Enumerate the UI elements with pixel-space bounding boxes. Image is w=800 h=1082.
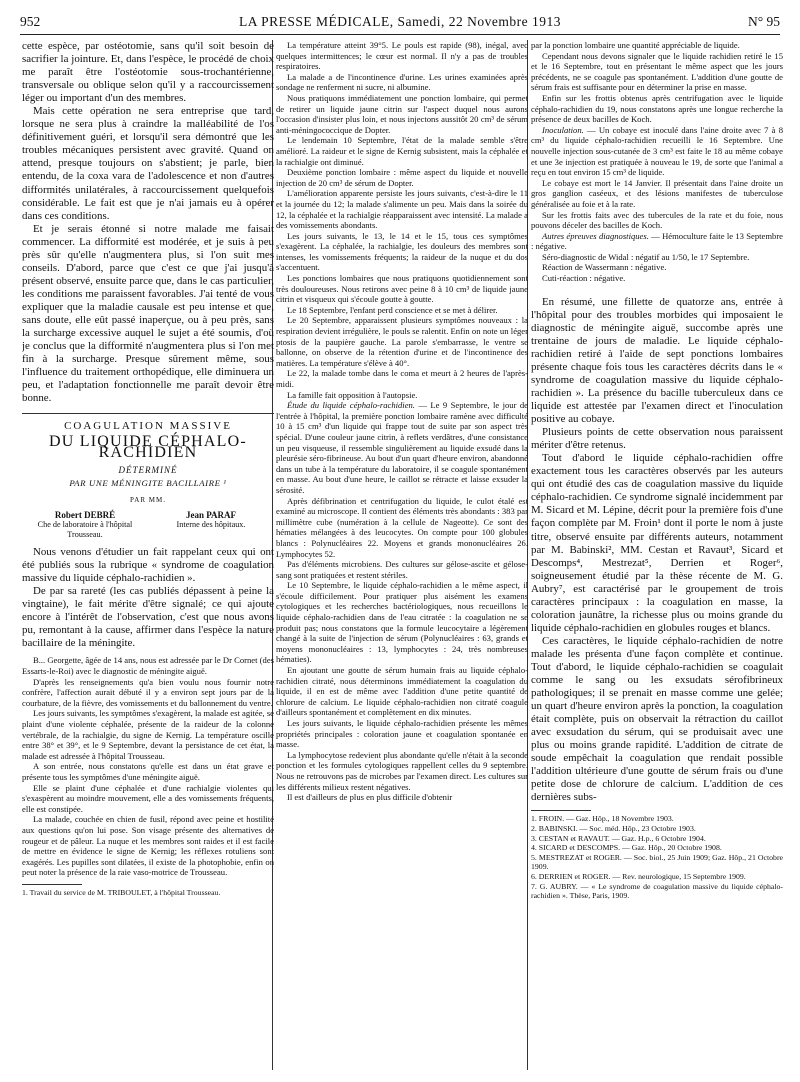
paragraph: Le cobaye est mort le 14 Janvier. Il présentait dans l'aine droite un gros ganglion caséeux, et des lésions manifestes de tuberculose généralisée au foie et à la rate. <box>531 177 783 209</box>
paragraph: Sur les frottis faits avec des tubercules de la rate et du foie, nous pouvons déceler des bacilles de Koch. <box>531 209 783 231</box>
author-name: Robert DEBRÉ <box>54 510 116 521</box>
paragraph: Les ponctions lombaires que nous pratiquons quotidiennement sont très douloureuses. Nous retirons avec peine 8 à 10 cm³ de liquide jaune citrin et visqueux qui s'écoule goutte à goutte. <box>276 273 528 305</box>
author-role: Interne des hôpitaux. <box>176 520 246 530</box>
footnote: 1. Travail du service de M. TRIBOULET, à l'hôpital Trousseau. <box>22 887 221 897</box>
paragraph: Deuxième ponction lombaire : même aspect du liquide et nouvelle injection de 20 cm³ de sérum de Dopter. <box>276 167 528 188</box>
paragraph: Le 20 Septembre, apparaissent plusieurs symptômes nouveaux : la respiration devient irrégulière, le pouls se ralentit. Enfin on note un léger ptosis de la paupière gauche. La parole s'embarrasse, le ventre se ballonne, on observe de la rétention d'urine et de l'incontinence des matières. La température s'élève à 40°. <box>276 315 528 368</box>
article-subtitle: PAR UNE MÉNINGITE BACILLAIRE ¹ <box>69 478 227 489</box>
section-heading: Inoculation. <box>542 124 584 135</box>
page-number: 952 <box>20 14 41 29</box>
footnote: 7. G. AUBRY. — « Le syndrome de coagulation massive du liquide céphalo-rachidien ». Thèse, Paris, 1909. <box>531 881 783 901</box>
paragraph: cette espèce, par ostéotomie, sans qu'il soit besoin de sacrifier la jointure. Et, dans l'espèce, le procédé de choix me paraît être l'ostéotomie sous-trochantérienne, transversale ou oblique selon qu'il y a raccourcissement léger ou important d'un des membres. <box>22 40 274 105</box>
article-par-mm: PAR MM. <box>130 495 166 504</box>
paragraph: D'après les renseignements qu'a bien voulu nous fournir notre confrère, l'affection aurait débuté il y a environ sept jours par de la courbature, de la fièvre, des vomissements et du ballonnement du ventre. <box>22 676 274 708</box>
paragraph: Il est d'ailleurs de plus en plus difficile d'obtenir <box>287 792 453 803</box>
column-1 <box>22 40 274 1070</box>
paragraph: Le lendemain 10 Septembre, l'état de la malade semble s'être amélioré. La raideur et le signe de Kernig subsistent, mais la céphalée et la rachialgie ont diminué. <box>276 135 528 167</box>
page-header <box>20 14 780 32</box>
paragraph <box>276 400 528 495</box>
journal-title: LA PRESSE MÉDICALE, Samedi, 22 Novembre 1913 <box>239 14 561 29</box>
footnote: 4. SICARD et DESCOMPS. — Gaz. Hôp., 20 Octobre 1908. <box>531 843 722 853</box>
paragraph: Les jours suivants, le 13, le 14 et le 15, tous ces symptômes s'exagèrent. La céphalée, la rachialgie, les douleurs des membres sont intenses, les vomissements fréquents; la raideur de la nuque et du dos s'accentuent. <box>276 230 528 273</box>
author <box>148 510 274 540</box>
footnote: 6. DERRIEN et ROGER. — Rev. neurologique, 15 Septembre 1909. <box>531 872 746 882</box>
paragraph: Pas d'éléments microbiens. Des cultures sur gélose-ascite et gélose-sang sont pratiquées et restent stériles. <box>276 559 528 580</box>
paragraph: La malade, couchée en chien de fusil, répond avec peine et hostilité aux questions qu'on lui pose. Son visage présente des alternatives de rougeur et de pâleur. La nuque et les membres sont raides et il est facile de mettre en évidence le signe de Kernig; les réflexes rotuliens sont exagérés. Les pupilles sont dilatées, il existe de la photophobie, enfin on peut noter la présence de la raie vaso-motrice de Trousseau. <box>22 814 274 878</box>
paragraph-text: — Hémoculture faite le 13 Septembre : négative. <box>531 230 783 252</box>
footnote-rule <box>531 810 591 811</box>
paragraph: Après défibrination et centrifugation du liquide, le culot étalé est examiné au microscope. Il contient des éléments très abondants : 383 par millimètre cube (numération à la cellule de Nageotte). Ce sont des hématies mélangées à des leucocytes. On compte pour 100 globules blancs : Polynucléaires 22. Moyens et grands mononucléaires 26. Lymphocytes 52. <box>276 495 528 559</box>
paragraph-text: — Le 9 Septembre, le jour de l'entrée à l'hôpital, la première ponction lombaire ramène avec difficulté 10 à 15 cm³ d'un liquide qui frappe tout de suite par son aspect très spécial. D'une couleur jaune citrin, à reflets verdâtres, d'une consistance un peu visqueuse, il ressemble singulièrement au liquide exsudé dans la pleurésie séro-fibrineuse. Au bout d'un quart d'heure environ, abandonné dans un tube à la température du laboratoire, il se coagule spontanément en masse. Au bout d'une heure, le caillot se rétracte et laisse exsuder la sérosité. <box>276 400 528 495</box>
paragraph: Elle se plaint d'une céphalée et d'une rachialgie violentes qui s'exaspèrent au moindre mouvement, elle a des vomissements fréquents, elle est constipée. <box>22 782 274 814</box>
article-heading <box>22 413 274 540</box>
paragraph: En ajoutant une goutte de sérum humain frais au liquide céphalo-rachidien citraté, nous déterminons immédiatement la coagulation du liquide, il en est de même avec l'addition d'une petite quantité de chlorure de calcium. Le liquide céphalo-rachidien non citraté coagule d'ailleurs spontanément et complètement en dix minutes. <box>276 665 528 718</box>
paragraph: La température atteint 39°5. Le pouls est rapide (98), inégal, avec quelques intermittences; le cœur est normal. Il n'y a pas de troubles respiratoires. <box>276 40 528 72</box>
paragraph: Réaction de Wassermann : négative. <box>542 262 667 273</box>
paragraph: Le 22, la malade tombe dans le coma et meurt à 2 heures de l'après-midi. <box>276 368 528 389</box>
paragraph: La lymphocytose redevient plus abondante qu'elle n'était à la seconde ponction et les formules cytologiques rappellent celles du 9 septembre. Nous ne retrouvons pas de microbes par l'examen direct. Les cultures sur les différents milieux restent négatives. <box>276 749 528 792</box>
column-2 <box>276 40 528 1070</box>
paragraph: En résumé, une fillette de quatorze ans, entrée à l'hôpital pour des troubles morbides qui imposaient le diagnostic de méningite aiguë, succombe après une trentaine de jours de maladie. Le liquide céphalo-rachidien retiré à l'aide de sept ponctions lombaires présente chaque fois tous les caractères décrits dans le « syndrome de coagulation massive du liquide céphalo-rachidien ». La présence du bacille tuberculeux dans ce liquide est attestée par l'examen direct et l'inoculation positive au cobaye. <box>531 295 783 426</box>
paragraph: La famille fait opposition à l'autopsie. <box>287 389 418 400</box>
paragraph: Et je serais étonné si notre malade me faisait commencer. La difformité est modérée, et je suis à peu près sûr qu'elle n'augmentera plus, si l'on suit mes conseils. D'abord, parce que c'est ce que j'ai jusqu'à présent observé, ensuite parce que, dans le cas particulier, les conditions me paraissent favorables. J'ai tenté de vous expliquer que la maladie causale est peu intense et que, sans doute, elle eût passé inaperçue, ou à peu près, sans la surcharge excessive auquel le sujet a été soumis, d'où je conclus que la difformité n'augmentera plus si l'on met fin à la surcharge. Presque sûrement même, sous l'influence du traitement orthopédique, elle diminuera un peu, et l'adaptation fonctionnelle me paraît devoir être bonne. <box>22 222 274 405</box>
paragraph: Mais cette opération ne sera entreprise que tard, lorsque ne sera plus à craindre la malléabilité de l'os définitivement guéri, et lorsqu'il sera démontré que les troubles mécaniques persistent avec gravité. Quand on attend, presque toujours on s'abstient; je parle, bien entendu, de la coxa vara de l'adolescence et non d'autres difformités unilatérales, à raccourcissement quelquefois considérable. Le fait est que je n'ai jamais eu à opérer dans ces conditions. <box>22 105 274 222</box>
author-role: Che de laboratoire à l'hôpital Trousseau. <box>37 520 133 540</box>
footnote: 5. MESTREZAT et ROGER. — Soc. biol., 25 Juin 1909; Gaz. Hôp., 21 Octobre 1909. <box>531 852 783 872</box>
paragraph: Tout d'abord le liquide céphalo-rachidien offre exactement tous les caractères observés par les auteurs qui ont étudié des cas de coagulation massive du liquide céphalo-rachidien. Ce syndrome signalé incidemment par M. Sicard et M. Lépine, décrit pour la première fois d'une façon complète par M. Froin¹ dont il porte le nom à juste titre, observé ensuite par différents auteurs, notamment par M. Babinski², MM. Cestan et Ravaut³, Sicard et Descomps⁴, Mestrezat⁵, Derrien et Roger⁶, soigneusement étudié par la thèse récente de M. G. Aubry⁷, est caractérisé par le groupement de trois caractères principaux : la coagulation en masse, la coloration jaunâtre, la richesse plus ou moins grande du liquide céphalo-rachidien en globules rouges et blancs. <box>531 452 783 634</box>
paragraph: Séro-diagnostic de Widal : négatif au 1/50, le 17 Septembre. <box>542 251 750 262</box>
footnote-rule <box>22 884 82 885</box>
header-rule <box>20 34 780 35</box>
footnote: 1. FROIN. — Gaz. Hôp., 18 Novembre 1903. <box>531 814 674 824</box>
section-heading: Étude du liquide céphalo-rachidien. <box>287 400 415 411</box>
footnote: 2. BABINSKI. — Soc. méd. Hôp., 23 Octobre 1903. <box>531 824 696 834</box>
paragraph: Le 10 Septembre, le liquide céphalo-rachidien a le même aspect, il s'écoule difficilement. Pour pratiquer plus aisément les examens cytologiques et les recherches bactériologiques, nous recueillons le liquide céphalo-rachidien dans de l'eau citratée : la coagulation ne se produit pas; nous constatons que la formule leucocytaire a légèrement changé à la suite de l'injection de sérum (Polynucléaires : 63, grands et moyens mononucléaires : 13, lymphocytes : 24, très nombreuses hématies). <box>276 580 528 665</box>
issue-number: N° 95 <box>747 14 780 29</box>
paragraph: Nous pratiquons immédiatement une ponction lombaire, qui permet de retirer un liquide jaune citrin sur l'aspect duquel nous aurons l'occasion d'insister plus loin, et nous injectons aussitôt 20 cm³ de sérum anti-méningococcique de Dopter. <box>276 92 528 135</box>
paragraph: A son entrée, nous constatons qu'elle est dans un état grave et présente tous les symptômes d'une méningite aiguë. <box>22 761 274 782</box>
paragraph: Enfin sur les frottis obtenus après centrifugation avec le liquide céphalo-rachidien du 19, nous constatons après une longue recherche la présence de deux bacilles de Koch. <box>531 92 783 125</box>
paragraph: L'amélioration apparente persiste les jours suivants, c'est-à-dire le 11 et la journée du 12; la malade s'alimente un peu. Mais dans la soirée du 12, la céphalée et la rachialgie réapparaissent avec intensité. La malade a des vomissements abondants. <box>276 188 528 231</box>
article-title-top: COAGULATION MASSIVE <box>64 420 232 433</box>
paragraph: De par sa rareté (les cas publiés dépassent à peine la vingtaine), le fait mérite d'être signalé; ce qui ajoute encore à l'intérêt de l'observation, c'est que nous avons pu, remontant à la cause, affirmer dans l'espèce la nature bacillaire de la méningite. <box>22 585 274 650</box>
footnote: 3. CESTAN et RAVAUT. — Gaz. H.p., 6 Octobre 1904. <box>531 833 706 843</box>
paragraph: Cuti-réaction : négative. <box>542 273 626 284</box>
authors <box>22 510 274 540</box>
author-name: Jean PARAF <box>185 510 237 521</box>
paragraph: La malade a de l'incontinence d'urine. Les urines examinées après sondage ne renferment ni sucre, ni albumine. <box>276 71 528 93</box>
author <box>22 510 148 540</box>
paragraph: par la ponction lombaire une quantité appréciable de liquide. <box>531 40 740 50</box>
paragraph: Ces caractères, le liquide céphalo-rachidien de notre malade les présenta d'une façon complète et continue. Tout d'abord, le liquide céphalo-rachidien se coagulait comme le sang ou les exsudats sérofibrineux pathologiques; il se prenait en masse comme une gelée; un quart d'heure environ après la ponction, la coagulation était complète, puis on observait la rétraction du caillot avec exsudation du sérum, qui se produisait avec une plus ou moins grande rapidité. L'addition de citrate de soude empêchait la coagulation que rendait possible l'addition ultérieure d'une goutte de sérum frais ou d'une petite dose de chlorure de calcium. L'addition de ces dernières subs- <box>531 634 783 804</box>
paragraph: Cependant nous devons signaler que le liquide rachidien retiré le 15 et le 16 Septembre, tout en présentant le même aspect que les jours précédents, ne se coagule pas spontanément. L'addition d'une goutte de sérum frais est suffisante pour en déterminer la prise en masse. <box>531 50 783 93</box>
paragraph <box>531 125 783 178</box>
paragraph: Les jours suivants, les symptômes s'exagèrent, la malade est agitée, se plaint d'une violente céphalée, présente de la raideur de la colonne vertébrale, de la rachialgie, du signe de Kernig. La température oscille entre 38° et 39°, et le 9 Septembre, devant la persistance de cet état, la malade est adressée à l'hôpital Trousseau. <box>22 708 274 761</box>
section-heading: Autres épreuves diagnostiques. <box>542 230 649 241</box>
paragraph: Le 18 Septembre, l'enfant perd conscience et se met à délirer. <box>287 304 498 315</box>
paragraph: B... Georgette, âgée de 14 ans, nous est adressée par le Dr Cornet (des Essarts-le-Roi) avec le diagnostic de méningite aiguë. <box>22 655 274 676</box>
paragraph-text: — Un cobaye est inoculé dans l'aine droite avec 7 à 8 cm³ du liquide céphalo-rachidien recueilli le 16 Septembre. Une nouvelle injection sous-cutanée de 3 cm³ est faite le 18 au même cobaye et une 3e injection est pratiquée à nouveau le 19, de sorte que l'animal a reçu en tout environ 15 cm³ de liquide. <box>531 124 783 178</box>
article-determined: DÉTERMINÉ <box>118 464 178 475</box>
paragraph: Plusieurs points de cette observation nous paraissent mériter d'être retenus. <box>531 426 783 452</box>
paragraph: Les jours suivants, le liquide céphalo-rachidien présente les mêmes propriétés principales : coloration jaune et coagulation spontanée en masse. <box>276 718 528 750</box>
article-title-main: DU LIQUIDE CÉPHALO-RACHIDIEN <box>49 432 247 462</box>
paragraph <box>531 231 783 252</box>
paragraph: Nous venons d'étudier un fait rappelant ceux qui ont été publiés sous la rubrique « syndrome de coagulation massive du liquide céphalo-rachidien ». <box>22 546 274 585</box>
column-3 <box>531 40 783 1070</box>
